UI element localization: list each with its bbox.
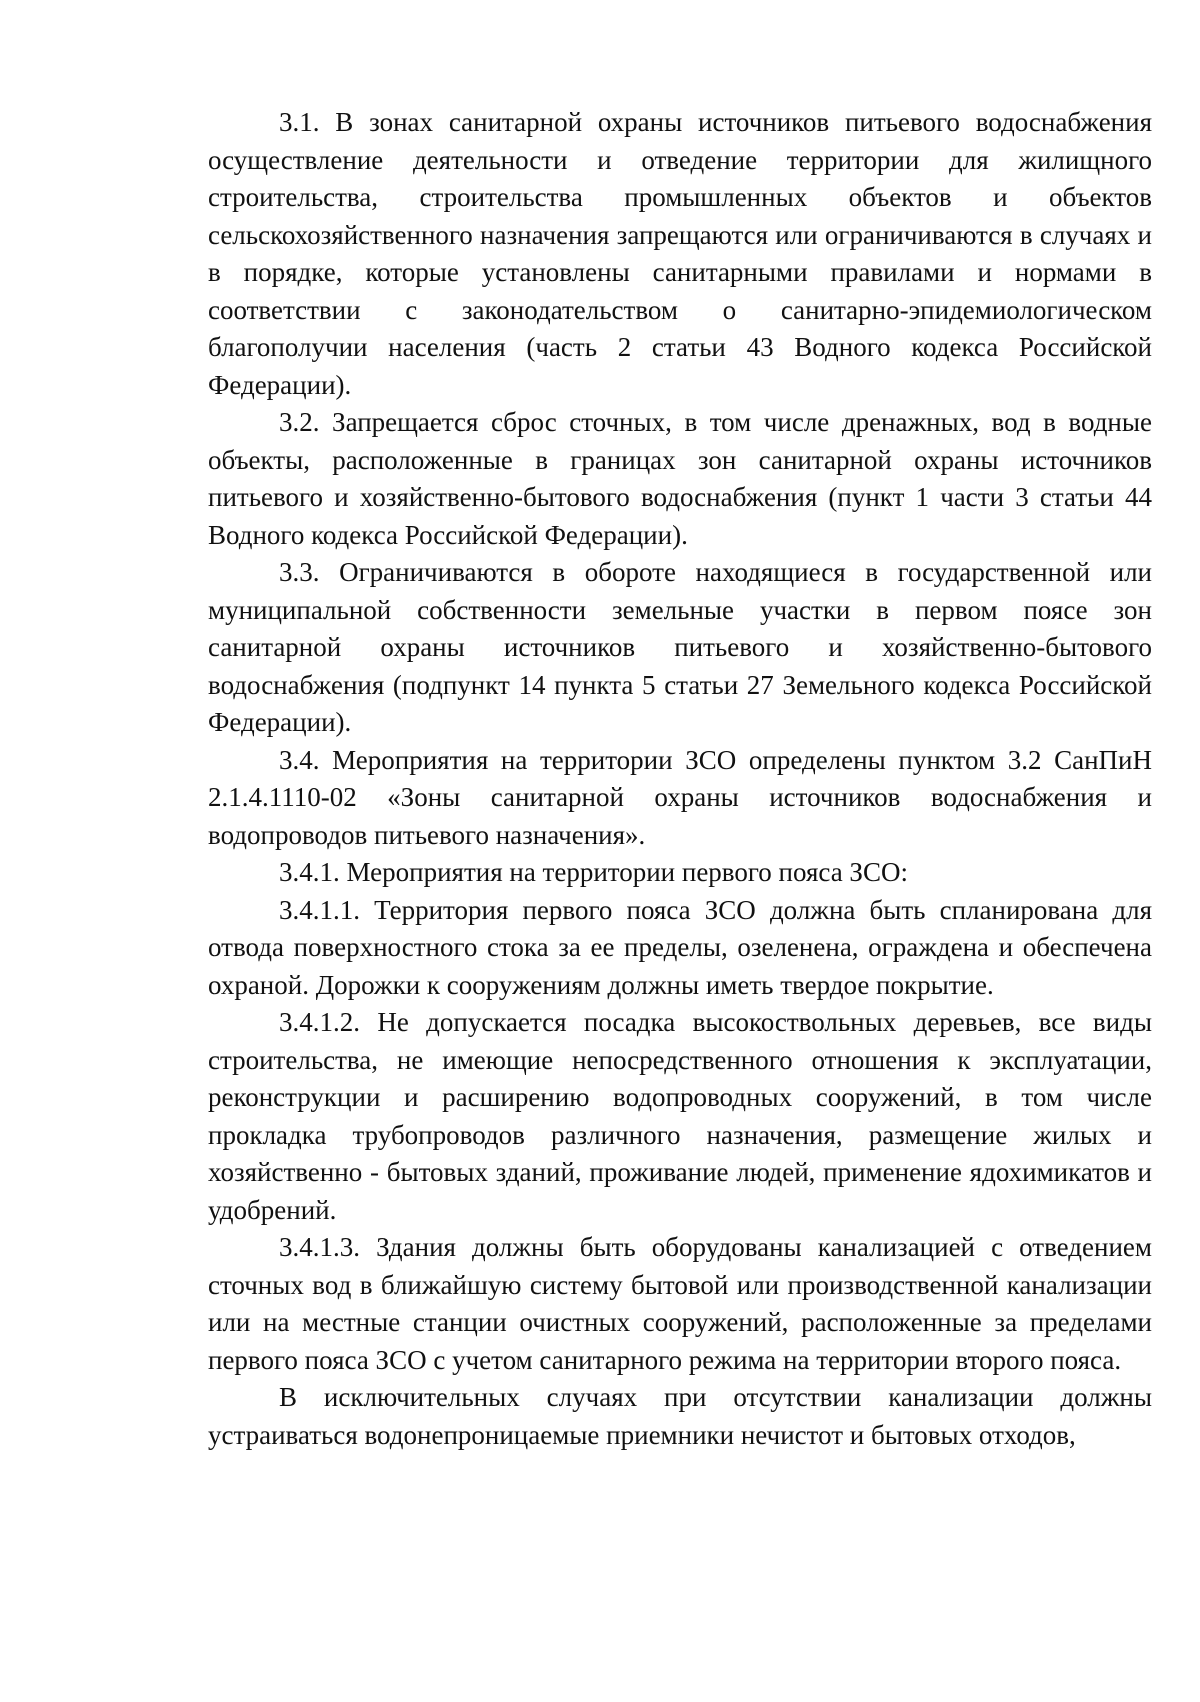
- paragraph-3-4-1: 3.4.1. Мероприятия на территории первого пояса ЗСО:: [279, 857, 908, 887]
- paragraph-3-4-1-3: 3.4.1.3. Здания должны быть оборудованы канализацией с отведением сточных вод в ближайшую систему бытовой или производственной канализации или на местные станции очистных сооружений, расположенные за пределами первого пояса ЗСО с учетом санитарного режима на территории второго пояса.: [208, 1232, 1152, 1375]
- document-page: [208, 104, 1152, 1454]
- paragraph-3-4-1-2: 3.4.1.2. Не допускается посадка высокоствольных деревьев, все виды строительства, не имеющие непосредственного отношения к эксплуатации, реконструкции и расширению водопроводных сооружений, в том числе прокладка трубопроводов различного назначения, размещение жилых и хозяйственно - бытовых зданий, проживание людей, применение ядохимикатов и удобрений.: [208, 1007, 1152, 1225]
- paragraph-3-3: 3.3. Ограничиваются в обороте находящиеся в государственной или муниципальной собственности земельные участки в первом поясе зон санитарной охраны источников питьевого и хозяйственно-бытового водоснабжения (подпункт 14 пункта 5 статьи 27 Земельного кодекса Российской Федерации).: [208, 557, 1152, 737]
- paragraph-3-2: 3.2. Запрещается сброс сточных, в том числе дренажных, вод в водные объекты, расположенные в границах зон санитарной охраны источников питьевого и хозяйственно-бытового водоснабжения (пункт 1 части 3 статьи 44 Водного кодекса Российской Федерации).: [208, 407, 1152, 550]
- paragraph-3-1: 3.1. В зонах санитарной охраны источников питьевого водоснабжения осуществление деятельности и отведение территории для жилищного строительства, строительства промышленных объектов и объектов сельскохозяйственного назначения запрещаются или ограничиваются в случаях и в порядке, которые установлены санитарными правилами и нормами в соответствии с законодательством о санитарно-эпидемиологическом благополучии населения (часть 2 статьи 43 Водного кодекса Российской Федерации).: [208, 107, 1152, 400]
- paragraph-3-4: 3.4. Мероприятия на территории ЗСО определены пунктом 3.2 СанПиН 2.1.4.1110-02 «Зоны санитарной охраны источников водоснабжения и водопроводов питьевого назначения».: [208, 744, 1152, 850]
- paragraph-3-4-1-1: 3.4.1.1. Территория первого пояса ЗСО должна быть спланирована для отвода поверхностного стока за ее пределы, озеленена, ограждена и обеспечена охраной. Дорожки к сооружениям должны иметь твердое покрытие.: [208, 894, 1152, 1000]
- paragraph-exceptional-cases: В исключительных случаях при отсутствии канализации должны устраиваться водонепроницаемые приемники нечистот и бытовых отходов,: [208, 1382, 1152, 1450]
